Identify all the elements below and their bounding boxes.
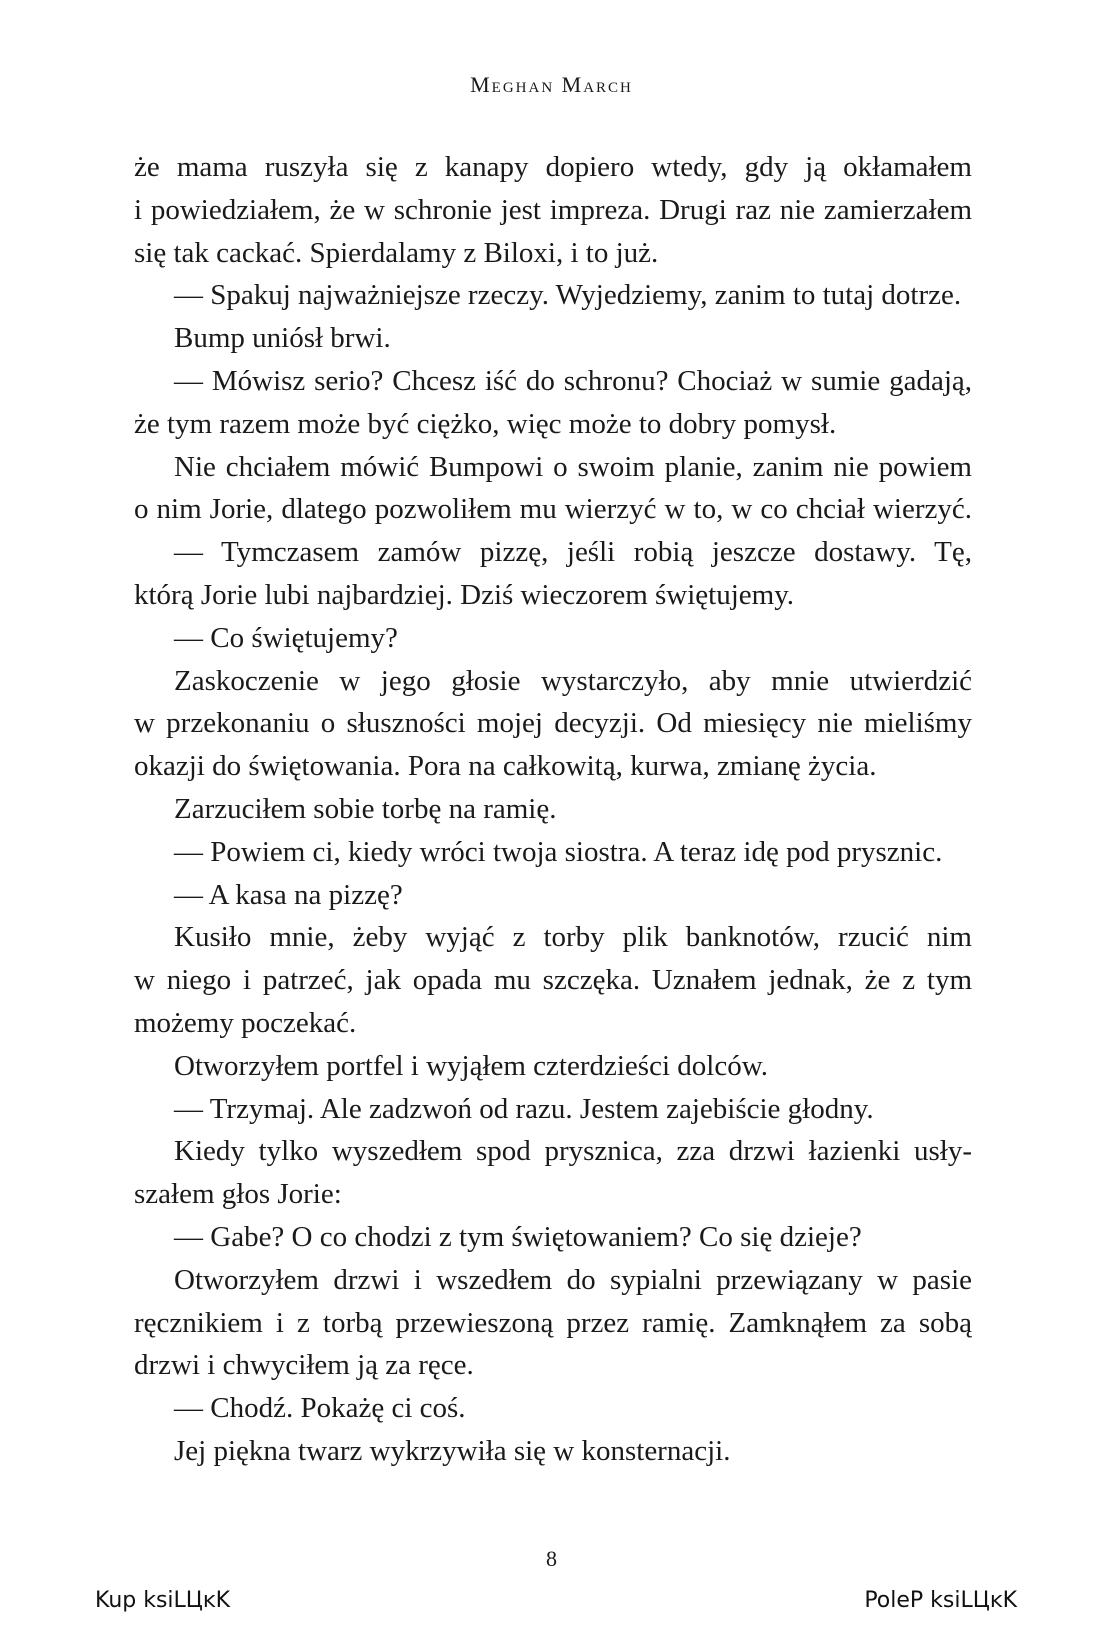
text-line: Otworzyłem portfel i wyjąłem czterdzieści dolców. (174, 1049, 769, 1082)
text-line: Kusiło mnie, żeby wyjąć z torby plik banknotów, rzucić nim (174, 921, 972, 954)
text-line: że mama ruszyła się z kanapy dopiero wtedy, gdy ją okłamałem (134, 151, 972, 183)
text-line: Kiedy tylko wyszedłem spod prysznica, zza drzwi łazienki usły- (174, 1135, 972, 1168)
text-line: — Tymczasem zamów pizzę, jeśli robią jeszcze dostawy. Tę, (174, 536, 972, 569)
page-number: 8 (546, 1546, 557, 1571)
text-line: możemy poczekać. (134, 1006, 357, 1039)
text-line: że tym razem może być ciężko, więc może to dobry pomysł. (134, 407, 837, 440)
text-line: — Spakuj najważniejsze rzeczy. Wyjedziemy, zanim to tutaj dotrze. (174, 279, 962, 312)
text-line: okazji do świętowania. Pora na całkowitą, kurwa, zmianę życia. (134, 750, 877, 783)
text-line: — Mówisz serio? Chcesz iść do schronu? Chociaż w sumie gadają, (174, 364, 972, 397)
body-text (134, 146, 972, 1473)
text-line: ręcznikiem i z torbą przewieszoną przez ramię. Zamknąłem za sobą (134, 1306, 972, 1339)
text-line: którą Jorie lubi najbardziej. Dziś wieczorem świętujemy. (134, 578, 795, 611)
text-line: — A kasa na pizzę? (174, 878, 403, 911)
buy-book-link[interactable]: Kup ksiLЦĸK (95, 1588, 231, 1613)
text-line: Zarzuciłem sobie torbę na ramię. (174, 792, 557, 825)
text-line: Bump uniósł brwi. (174, 322, 391, 355)
text-line: — Co świętujemy? (174, 621, 398, 654)
text-line: — Powiem ci, kiedy wróci twoja siostra. A teraz idę pod prysznic. (174, 835, 943, 868)
text-line: w przekonaniu o słuszności mojej decyzji. Od miesięcy nie mieliśmy (134, 707, 972, 740)
recommend-book-link[interactable]: PoleP ksiLЦĸK (864, 1588, 1017, 1613)
text-line: Jej piękna twarz wykrzywiła się w konsternacji. (174, 1434, 731, 1467)
text-line: o nim Jorie, dlatego pozwoliłem mu wierzyć w to, w co chciał wierzyć. (134, 493, 972, 526)
text-line: w niego i patrzeć, jak opada mu szczęka. Uznałem jednak, że z tym (134, 964, 972, 997)
text-line: — Chodź. Pokażę ci coś. (174, 1392, 466, 1425)
text-line: Nie chciałem mówić Bumpowi o swoim planie, zanim nie powiem (174, 450, 972, 483)
text-line: drzwi i chwyciłem ją za ręce. (134, 1349, 474, 1382)
text-line: — Trzymaj. Ale zadzwoń od razu. Jestem zajebiście głodny. (174, 1092, 874, 1125)
running-head: Meghan March (470, 72, 633, 97)
text-line: — Gabe? O co chodzi z tym świętowaniem? Co się dzieje? (174, 1220, 862, 1253)
text-line: i powiedziałem, że w schronie jest impreza. Drugi raz nie zamierzałem (134, 193, 972, 226)
text-line: szałem głos Jorie: (134, 1178, 342, 1211)
text-line: się tak cackać. Spierdalamy z Biloxi, i to już. (134, 236, 659, 269)
text-line: Otworzyłem drzwi i wszedłem do sypialni przewiązany w pasie (174, 1263, 972, 1296)
text-line: Zaskoczenie w jego głosie wystarczyło, aby mnie utwierdzić (174, 664, 972, 697)
